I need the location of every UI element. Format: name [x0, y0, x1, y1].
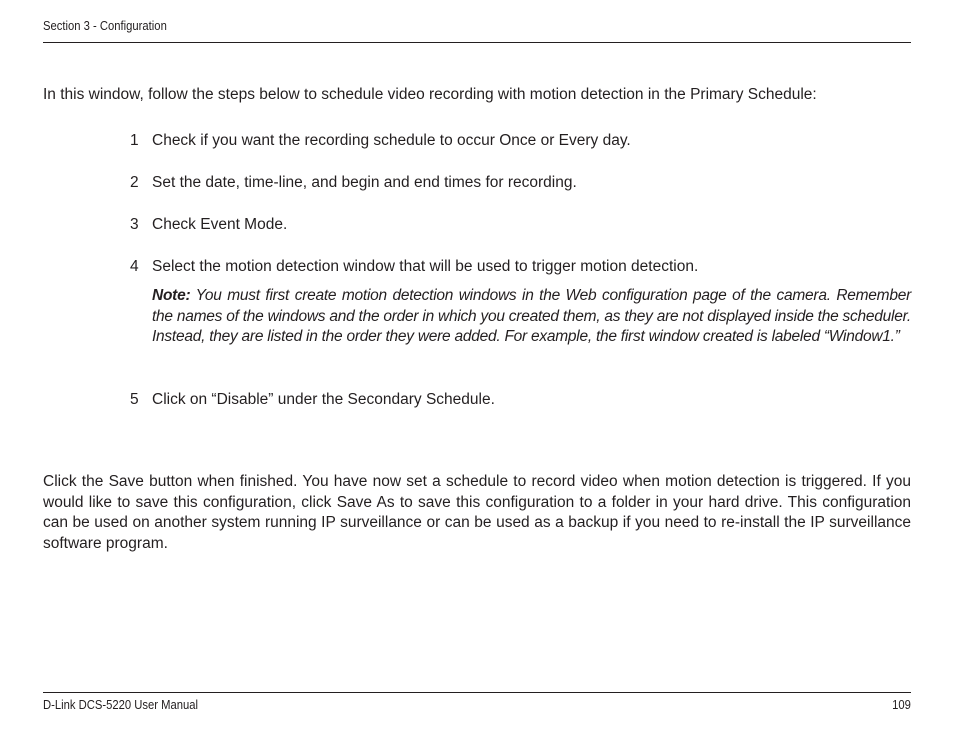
step-number: 5 — [130, 391, 139, 408]
step-5 — [130, 390, 910, 410]
step-number: 1 — [130, 132, 139, 149]
closing-paragraph: Click the Save button when finished. You have now set a schedule to record video when motion detection is triggered. If you would like to save this configuration, click Save As to save this configuration to a folder in your hard drive. This configuration can be used on another system running IP surveillance or can be used as a backup if you need to re-install the IP surveillance software program. — [43, 473, 911, 552]
intro-paragraph: In this window, follow the steps below to schedule video recording with motion detection in the Primary Schedule: — [43, 86, 817, 103]
footer-divider — [43, 692, 911, 693]
step-1 — [130, 131, 910, 151]
step-number: 2 — [130, 174, 139, 191]
step-3 — [130, 215, 910, 235]
note-label: Note: — [152, 287, 191, 304]
page-number: 109 — [892, 698, 911, 712]
section-header: Section 3 - Configuration — [43, 19, 167, 33]
footer-manual-title: D-Link DCS-5220 User Manual — [43, 698, 199, 712]
header-divider — [43, 42, 911, 43]
note-text: You must first create motion detection windows in the Web configuration page of the camera. Remember the names of the windows and the order in which you created them, as they are not displayed inside the scheduler. Instead, they are listed in the order they were added. For example, the first window created is labeled “Window1.” — [152, 287, 911, 345]
step-text: Check if you want the recording schedule to occur Once or Every day. — [152, 132, 631, 149]
step-number: 4 — [130, 258, 139, 275]
step-text: Set the date, time-line, and begin and end times for recording. — [152, 174, 577, 191]
step-2 — [130, 173, 910, 193]
note-paragraph — [152, 286, 911, 348]
step-number: 3 — [130, 216, 139, 233]
step-text: Check Event Mode. — [152, 216, 288, 233]
step-4 — [130, 257, 910, 277]
step-text: Click on “Disable” under the Secondary Schedule. — [152, 391, 495, 408]
step-text: Select the motion detection window that will be used to trigger motion detection. — [152, 258, 699, 275]
